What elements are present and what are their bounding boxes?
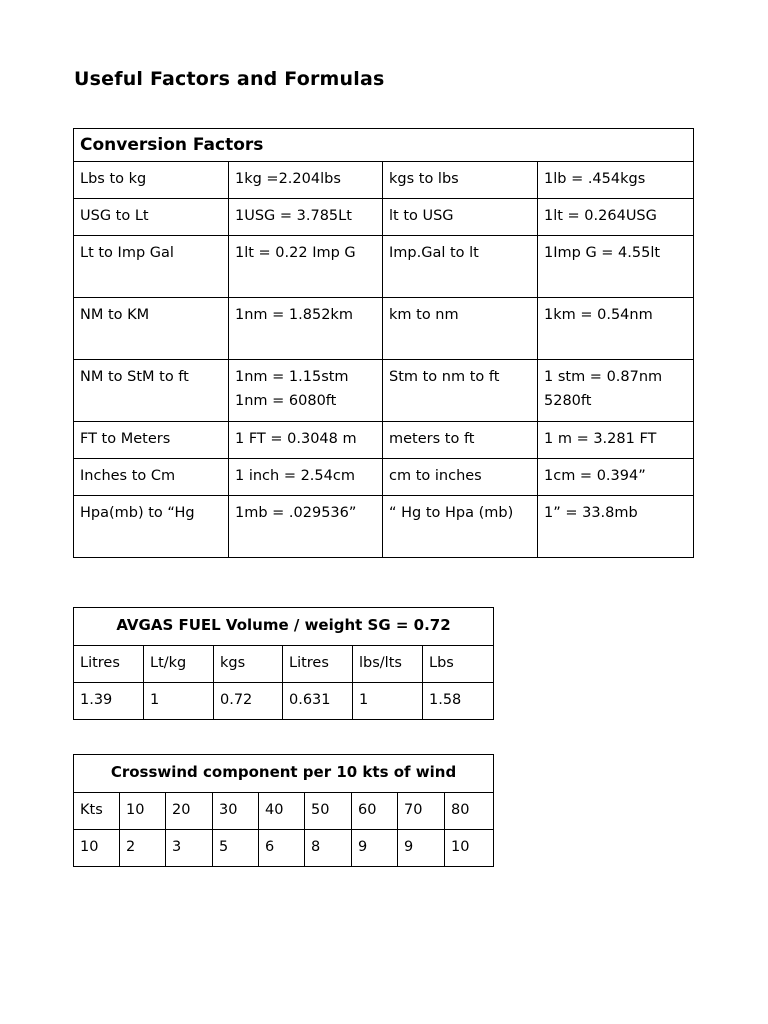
page-title: Useful Factors and Formulas bbox=[74, 68, 385, 90]
avgas-header-cell: Litres bbox=[283, 646, 353, 683]
conversion-cell bbox=[538, 360, 694, 422]
crosswind-value-cell: 6 bbox=[259, 830, 305, 867]
avgas-value-row bbox=[74, 683, 494, 720]
conversion-cell-line: 1nm = 6080ft bbox=[235, 393, 337, 409]
conversion-cell bbox=[229, 199, 383, 236]
conversion-cell-line: 1lb = .454kgs bbox=[544, 171, 646, 187]
conversion-cell bbox=[538, 236, 694, 298]
conversion-cell-line: 1lt = 0.264USG bbox=[544, 208, 657, 224]
crosswind-value-cell: 10 bbox=[74, 830, 120, 867]
conversion-cell: kgs to lbs bbox=[383, 162, 538, 199]
conversion-cell bbox=[229, 360, 383, 422]
avgas-value-cell: 1.58 bbox=[423, 683, 494, 720]
conversion-cell-line: 1lt = 0.22 Imp G bbox=[235, 245, 356, 261]
conversion-cell bbox=[229, 236, 383, 298]
crosswind-header-cell: 70 bbox=[398, 793, 445, 830]
crosswind-header-cell: Kts bbox=[74, 793, 120, 830]
crosswind-header-cell: 20 bbox=[166, 793, 213, 830]
conversion-cell-line: 1” = 33.8mb bbox=[544, 505, 638, 521]
conversion-row bbox=[74, 236, 694, 298]
conversion-cell: Stm to nm to ft bbox=[383, 360, 538, 422]
conversion-cell bbox=[229, 496, 383, 558]
conversion-cell: km to nm bbox=[383, 298, 538, 360]
avgas-value-cell: 1.39 bbox=[74, 683, 144, 720]
conversion-cell-line: 1USG = 3.785Lt bbox=[235, 208, 352, 224]
conversion-cell: Lbs to kg bbox=[74, 162, 229, 199]
conversion-row bbox=[74, 459, 694, 496]
crosswind-header-cell: 40 bbox=[259, 793, 305, 830]
conversion-cell bbox=[538, 496, 694, 558]
conversion-cell-line: 1Imp G = 4.55lt bbox=[544, 245, 661, 261]
conversion-cell-line: 1kg =2.204lbs bbox=[235, 171, 341, 187]
conversion-row bbox=[74, 496, 694, 558]
conversion-cell: USG to Lt bbox=[74, 199, 229, 236]
conversion-cell: NM to StM to ft bbox=[74, 360, 229, 422]
avgas-header-cell: Lt/kg bbox=[144, 646, 214, 683]
crosswind-heading-row bbox=[74, 755, 494, 793]
conversion-cell-line: 1 FT = 0.3048 m bbox=[235, 431, 357, 447]
crosswind-header-cell: 60 bbox=[352, 793, 398, 830]
conversion-factors-table bbox=[73, 128, 694, 558]
conversion-row bbox=[74, 298, 694, 360]
conversion-cell-line: 1 stm = 0.87nm bbox=[544, 369, 663, 385]
conversion-cell-line: 1nm = 1.852km bbox=[235, 307, 353, 323]
conversion-row bbox=[74, 199, 694, 236]
conversion-cell bbox=[229, 298, 383, 360]
avgas-header-cell: kgs bbox=[214, 646, 283, 683]
conversion-cell bbox=[229, 162, 383, 199]
conversion-cell: “ Hg to Hpa (mb) bbox=[383, 496, 538, 558]
conversion-cell bbox=[538, 298, 694, 360]
conversion-cell-line: 1km = 0.54nm bbox=[544, 307, 653, 323]
conversion-cell: FT to Meters bbox=[74, 422, 229, 459]
avgas-header-cell: lbs/lts bbox=[353, 646, 423, 683]
conversion-cell: cm to inches bbox=[383, 459, 538, 496]
crosswind-header-cell: 30 bbox=[213, 793, 259, 830]
conversion-cell-line: 1 m = 3.281 FT bbox=[544, 431, 657, 447]
crosswind-value-cell: 5 bbox=[213, 830, 259, 867]
crosswind-value-cell: 9 bbox=[398, 830, 445, 867]
conversion-cell: meters to ft bbox=[383, 422, 538, 459]
conversion-cell-line: 1nm = 1.15stm bbox=[235, 369, 349, 385]
conversion-cell: Imp.Gal to lt bbox=[383, 236, 538, 298]
crosswind-value-cell: 2 bbox=[120, 830, 166, 867]
avgas-fuel-table bbox=[73, 607, 494, 720]
conversion-cell-line: 1mb = .029536” bbox=[235, 505, 357, 521]
avgas-header-cell: Lbs bbox=[423, 646, 494, 683]
crosswind-value-cell: 9 bbox=[352, 830, 398, 867]
conversion-cell bbox=[538, 459, 694, 496]
conversion-cell-line: 1 inch = 2.54cm bbox=[235, 468, 355, 484]
conversion-cell bbox=[229, 459, 383, 496]
avgas-header-row bbox=[74, 646, 494, 683]
conversion-cell bbox=[538, 199, 694, 236]
conversion-row bbox=[74, 360, 694, 422]
conversion-cell-line: 1cm = 0.394” bbox=[544, 468, 646, 484]
avgas-value-cell: 1 bbox=[353, 683, 423, 720]
conversion-cell bbox=[538, 422, 694, 459]
conversion-cell bbox=[538, 162, 694, 199]
crosswind-value-cell: 3 bbox=[166, 830, 213, 867]
conversion-heading: Conversion Factors bbox=[74, 129, 694, 162]
crosswind-value-cell: 8 bbox=[305, 830, 352, 867]
avgas-value-cell: 1 bbox=[144, 683, 214, 720]
crosswind-value-cell: 10 bbox=[445, 830, 494, 867]
crosswind-header-cell: 50 bbox=[305, 793, 352, 830]
conversion-cell bbox=[229, 422, 383, 459]
crosswind-header-cell: 80 bbox=[445, 793, 494, 830]
crosswind-header-cell: 10 bbox=[120, 793, 166, 830]
conversion-cell: Inches to Cm bbox=[74, 459, 229, 496]
conversion-heading-row bbox=[74, 129, 694, 162]
conversion-cell: Lt to Imp Gal bbox=[74, 236, 229, 298]
crosswind-value-row bbox=[74, 830, 494, 867]
conversion-cell: NM to KM bbox=[74, 298, 229, 360]
avgas-value-cell: 0.631 bbox=[283, 683, 353, 720]
avgas-heading-row bbox=[74, 608, 494, 646]
avgas-header-cell: Litres bbox=[74, 646, 144, 683]
conversion-row bbox=[74, 422, 694, 459]
conversion-cell: lt to USG bbox=[383, 199, 538, 236]
avgas-value-cell: 0.72 bbox=[214, 683, 283, 720]
crosswind-table bbox=[73, 754, 494, 867]
conversion-cell-line: 5280ft bbox=[544, 393, 592, 409]
conversion-cell: Hpa(mb) to “Hg bbox=[74, 496, 229, 558]
crosswind-heading: Crosswind component per 10 kts of wind bbox=[74, 755, 494, 793]
crosswind-header-row bbox=[74, 793, 494, 830]
avgas-heading: AVGAS FUEL Volume / weight SG = 0.72 bbox=[74, 608, 494, 646]
conversion-row bbox=[74, 162, 694, 199]
